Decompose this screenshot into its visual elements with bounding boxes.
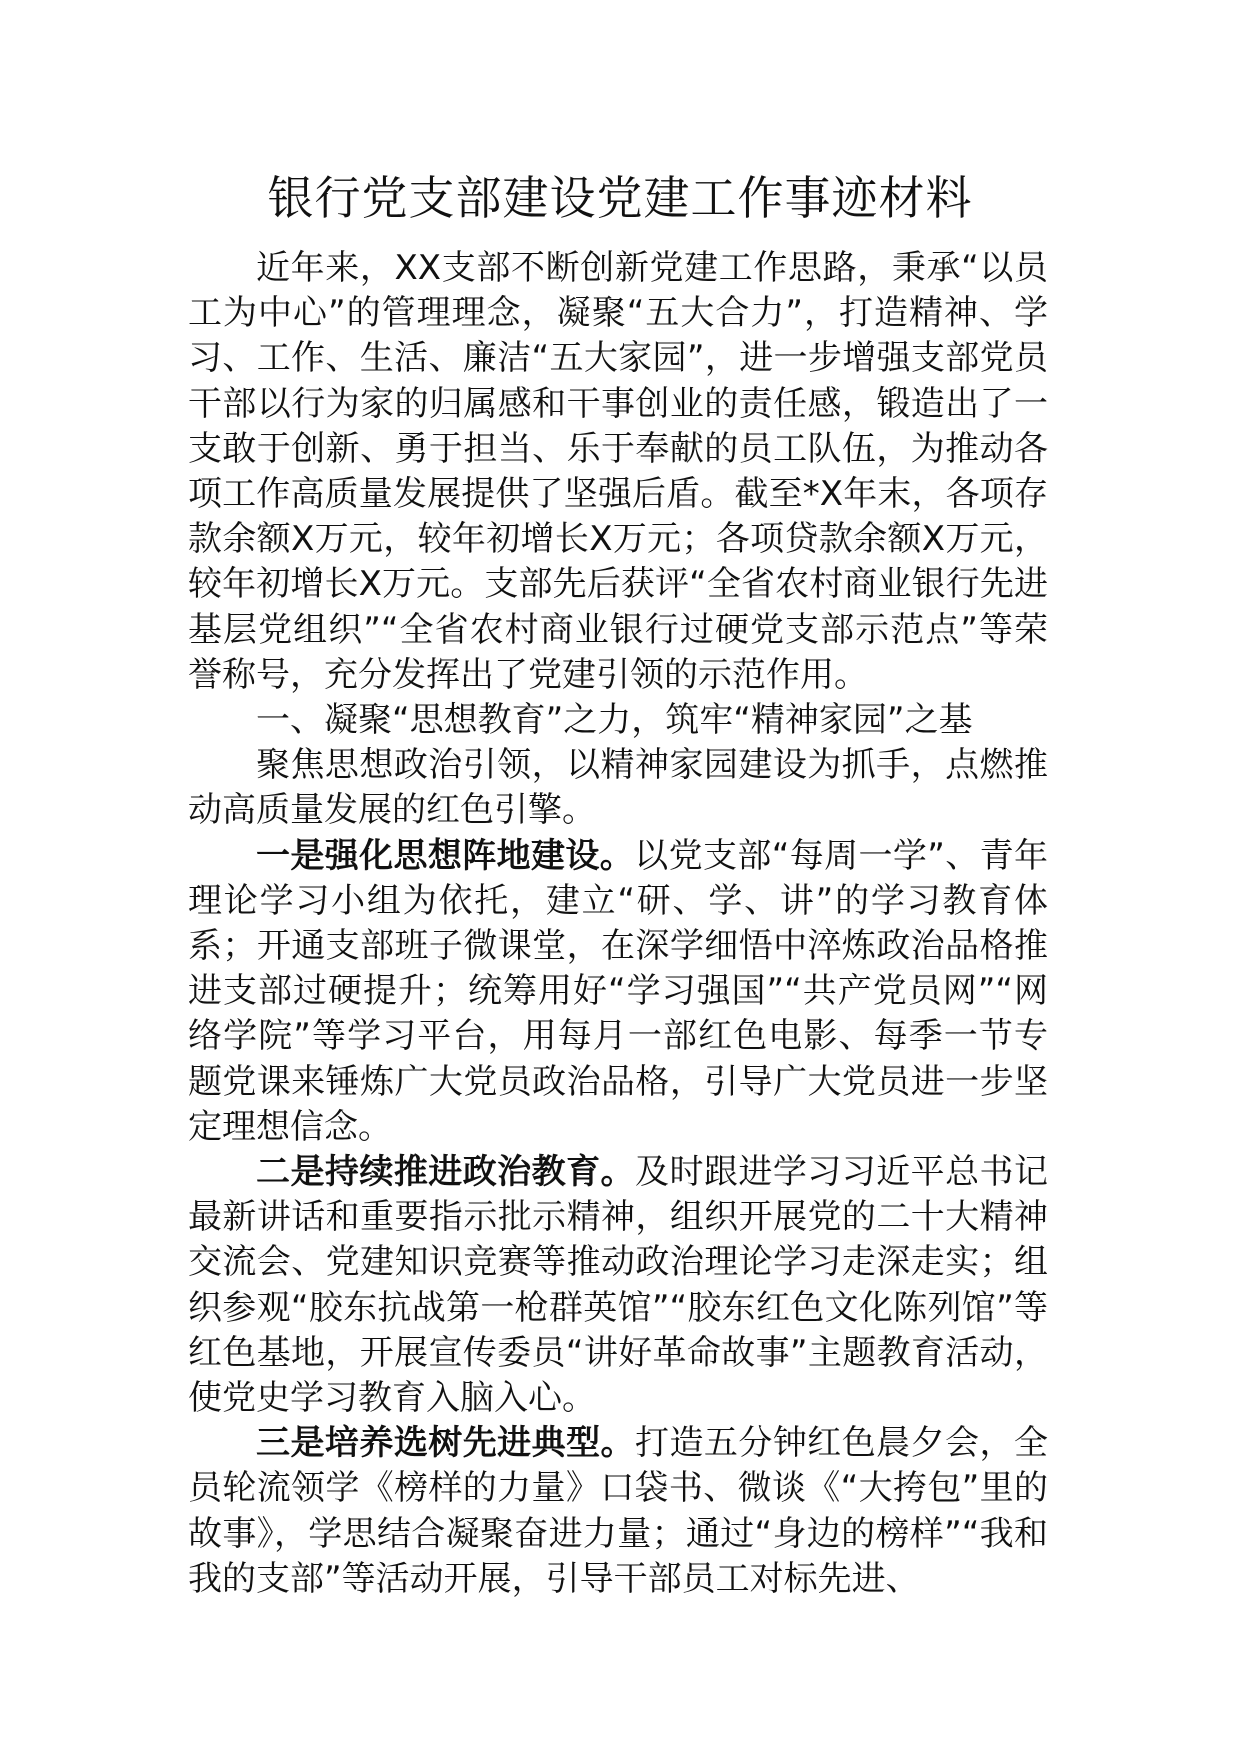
intro-paragraph: 近年来，XX支部不断创新党建工作思路，秉承“以员工为中心”的管理理念，凝聚“五大合力”，打造精神、学习、工作、生活、廉洁“五大家园”，进一步增强支部党员干部以行为家的归属感和干事创业的责任感，锻造出了一支敢于创新、勇于担当、乐于奉献的员工队伍，为推动各项工作高质量发展提供了坚强后盾。截至*X年末，各项存款余额X万元，较年初增长X万元；各项贷款余额X万元，较年初增长X万元。支部先后获评“全省农村商业银行先进基层党组织”“全省农村商业银行过硬党支部示范点”等荣誉称号，充分发挥出了党建引领的示范作用。 (188, 248, 1048, 695)
document-title: 银行党支部建设党建工作事迹材料 (267, 171, 973, 225)
section-heading: 一、凝聚“思想教育”之力，筑牢“精神家园”之基 (256, 700, 973, 741)
item-paragraph-1 (188, 834, 1048, 1150)
item-label: 三是培养选树先进典型。 (256, 1423, 635, 1464)
document-body (188, 246, 1048, 1602)
item-text: 及时跟进学习习近平总书记最新讲话和重要指示批示精神，组织开展党的二十大精神交流会、党建知识竞赛等推动政治理论学习走深走实；组织参观“胶东抗战第一枪群英馆”“胶东红色文化陈列馆”等红色基地，开展宣传委员“讲好革命故事”主题教育活动，使党史学习教育入脑入心。 (188, 1152, 1048, 1419)
item-label: 一是强化思想阵地建设。 (256, 835, 635, 876)
item-label: 二是持续推进政治教育。 (256, 1152, 635, 1193)
item-paragraph-3 (188, 1421, 1048, 1602)
section-lead-paragraph: 聚焦思想政治引领，以精神家园建设为抓手，点燃推动高质量发展的红色引擎。 (188, 745, 1048, 831)
item-text: 以党支部“每周一学”、青年理论学习小组为依托，建立“研、学、讲”的学习教育体系；开通支部班子微课堂，在深学细悟中淬炼政治品格推进支部过硬提升；统筹用好“学习强国”“共产党员网”“网络学院”等学习平台，用每月一部红色电影、每季一节专题党课来锤炼广大党员政治品格，引导广大党员进一步坚定理想信念。 (188, 835, 1049, 1147)
item-paragraph-2 (188, 1150, 1048, 1421)
item-text: 打造五分钟红色晨夕会，全员轮流领学《榜样的力量》口袋书、微谈《“大挎包”里的故事》，学思结合凝聚奋进力量；通过“身边的榜样”“我和我的支部”等活动开展，引导干部员工对标先进、 (188, 1423, 1048, 1599)
